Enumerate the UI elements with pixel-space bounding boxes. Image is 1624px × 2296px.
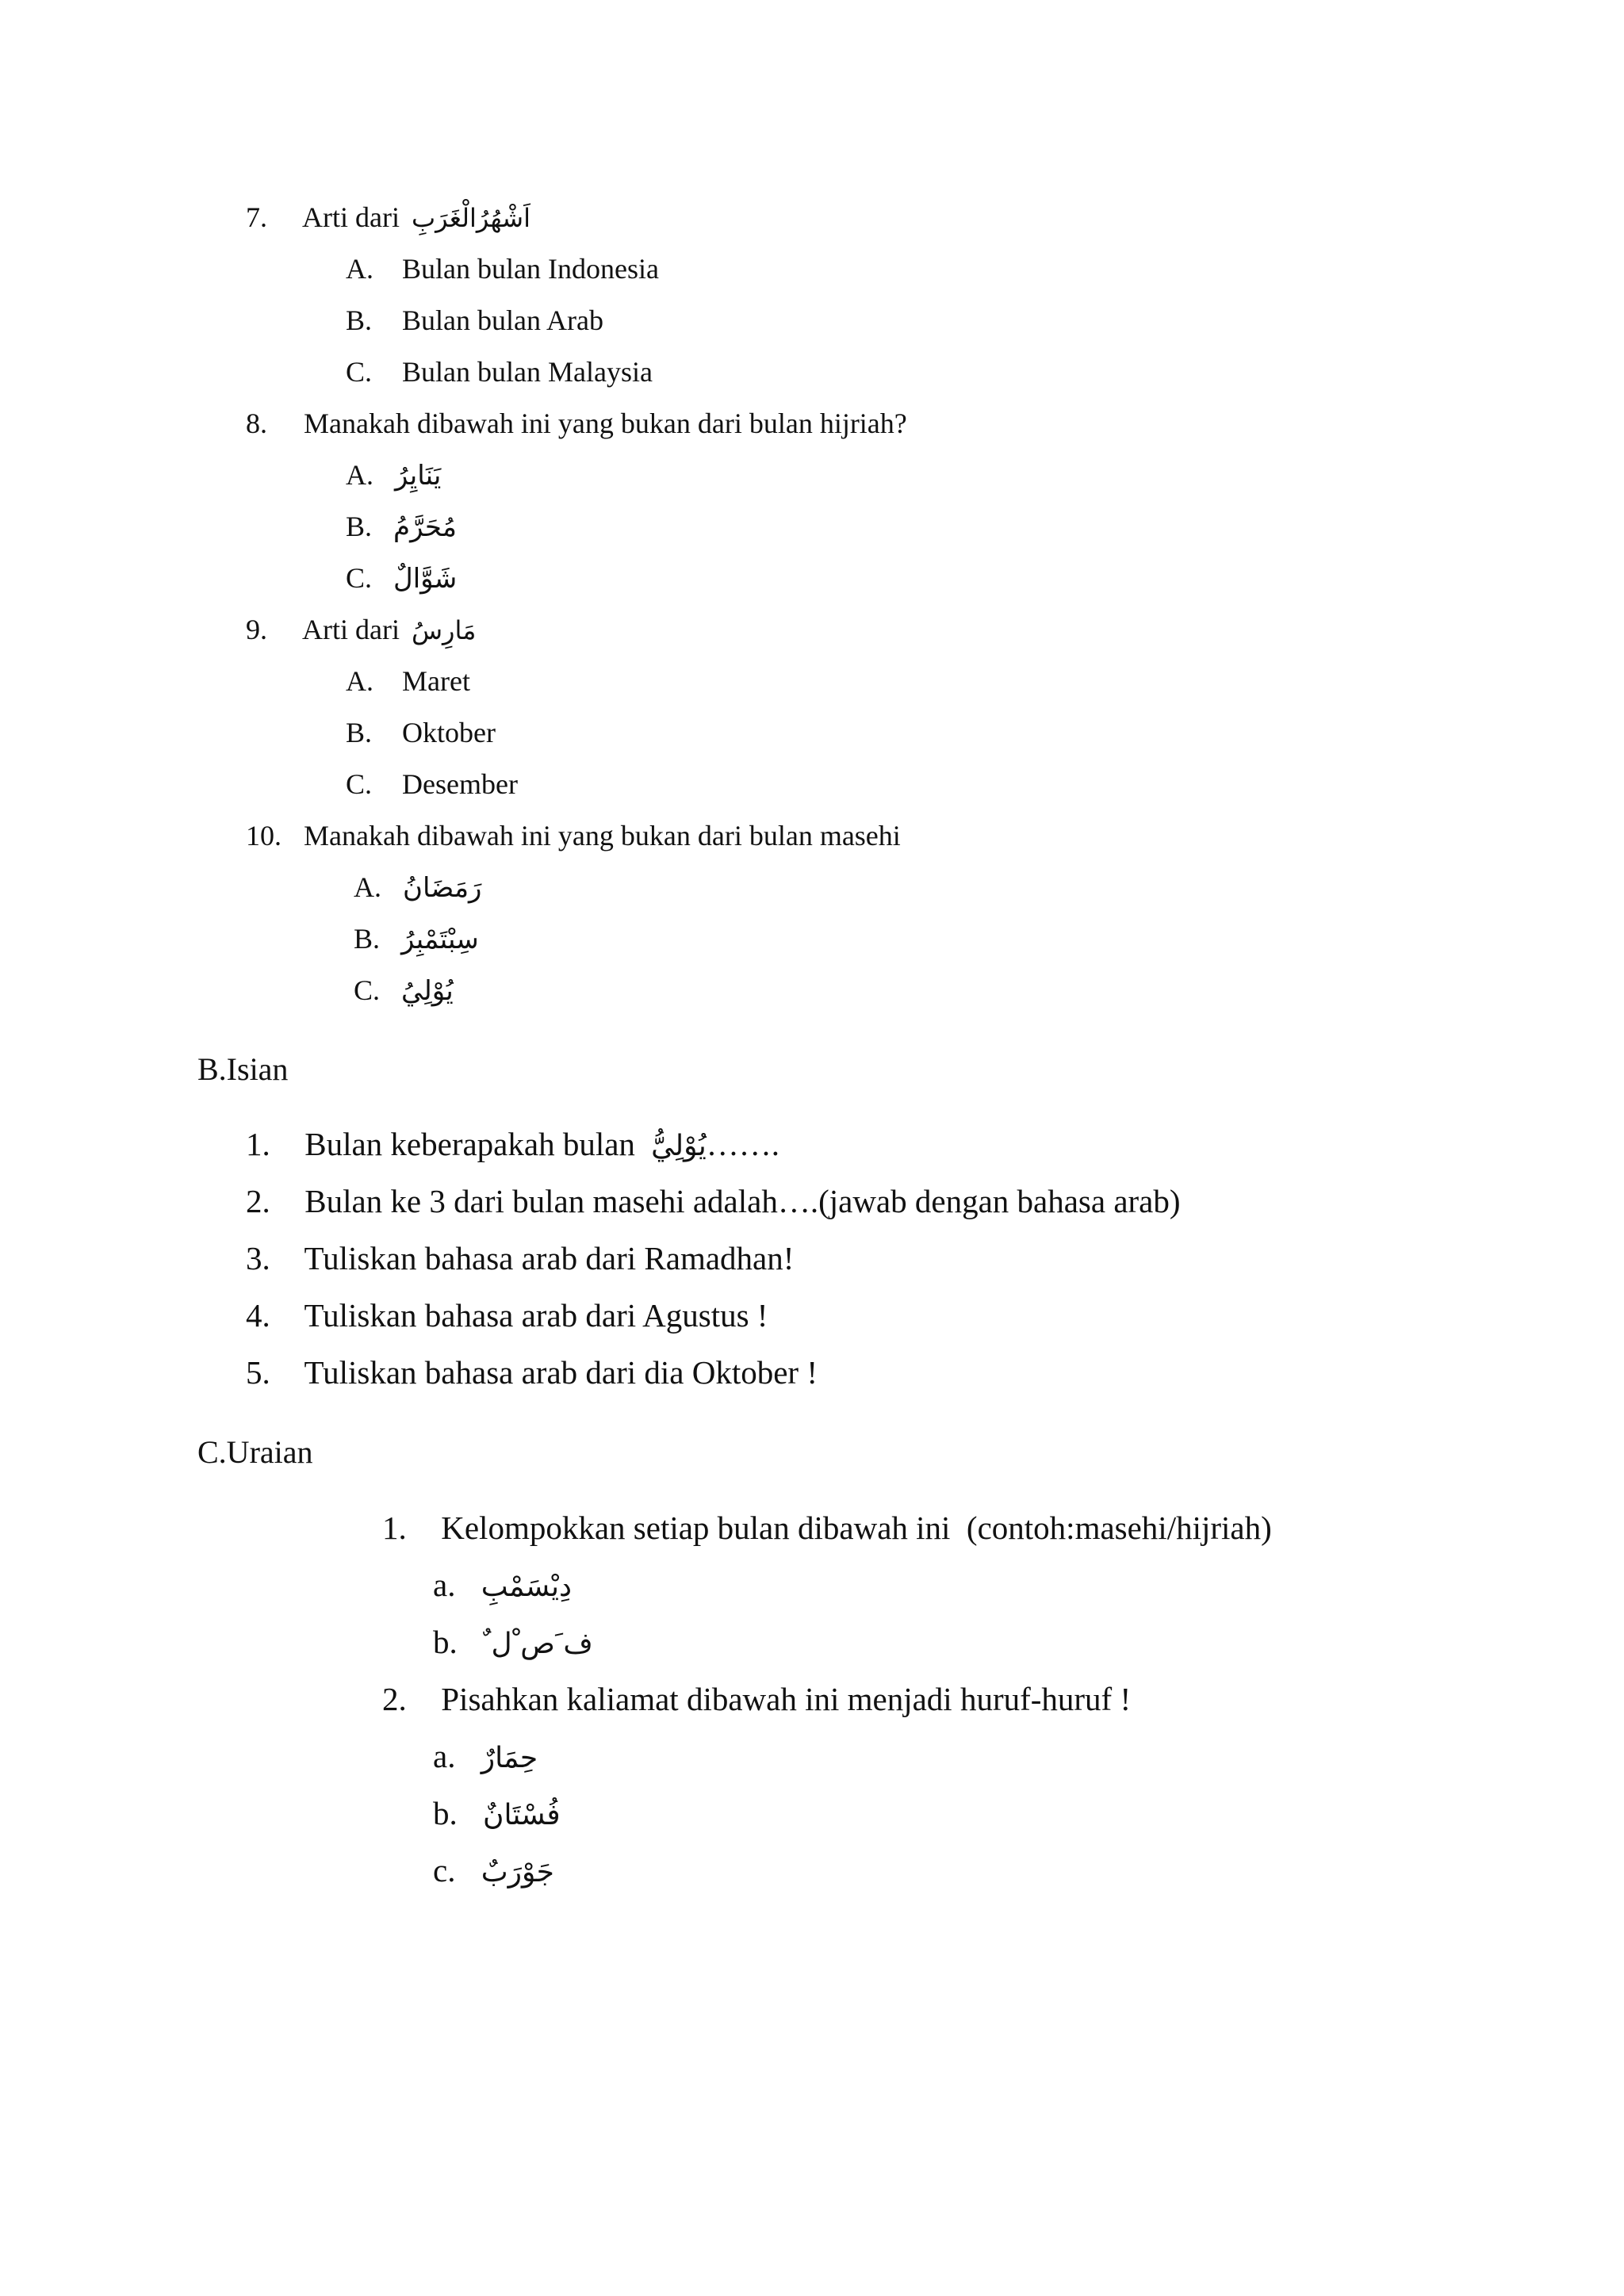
option-arabic: مُحَرَّمُ [393, 511, 457, 543]
option-arabic: رَمَضَانُ [403, 872, 482, 904]
option-letter: C. [346, 562, 373, 594]
question-9 [246, 615, 476, 644]
item-number: 2. [246, 1183, 270, 1219]
section-heading-isian: B.Isian [197, 1051, 289, 1087]
option-a [354, 871, 482, 904]
item-number: 1. [246, 1126, 270, 1162]
arabic-term: مَارِسُ [411, 615, 477, 645]
option-letter: A. [346, 459, 373, 491]
option-arabic: شَوَّالٌ [393, 563, 458, 595]
item-dots: ……. [706, 1126, 780, 1162]
sub-arabic: حِمَارٌ [481, 1742, 538, 1774]
option-arabic: يُوْلِيُ [401, 975, 454, 1007]
item-number: 5. [246, 1354, 270, 1391]
item-number: 2. [382, 1681, 407, 1717]
question-7 [246, 203, 530, 232]
option-letter: A. [346, 253, 373, 285]
uraian-item-2 [382, 1683, 1131, 1716]
option-a [346, 667, 470, 695]
option-text: Bulan bulan Arab [402, 304, 603, 336]
option-text: Maret [402, 665, 470, 697]
option-letter: C. [354, 974, 381, 1006]
item-text: Bulan keberapakah bulan [304, 1126, 635, 1162]
item-text: Tuliskan bahasa arab dari Agustus ! [304, 1297, 768, 1334]
option-text: Bulan bulan Indonesia [402, 253, 659, 285]
question-number: 7. [246, 201, 267, 233]
option-letter: C. [346, 768, 373, 800]
isian-item-3 [246, 1242, 794, 1275]
isian-item-5 [246, 1354, 818, 1391]
item-number: 4. [246, 1297, 270, 1334]
option-c [354, 974, 454, 1007]
question-8 [246, 409, 907, 438]
sub-letter: b. [433, 1624, 458, 1660]
option-letter: A. [346, 665, 373, 697]
option-text: Bulan bulan Malaysia [402, 356, 653, 388]
option-arabic: سِبْتَمْبِرُ [401, 924, 479, 955]
question-number: 10. [246, 820, 282, 851]
uraian-sub-a [433, 1740, 538, 1773]
sub-letter: b. [433, 1795, 458, 1831]
item-number: 1. [382, 1510, 407, 1546]
sub-letter: a. [433, 1738, 456, 1774]
sub-arabic: دِيْسَمْبِ [481, 1571, 573, 1603]
sub-arabic: فُسْتَانٌ [483, 1799, 561, 1831]
uraian-sub-b [433, 1626, 593, 1659]
arabic-term: يُوْلِيُّ [651, 1130, 707, 1162]
option-a [346, 254, 659, 283]
uraian-item-1 [382, 1512, 1272, 1544]
sub-arabic: جَوْرَبٌ [481, 1856, 554, 1888]
option-c [346, 562, 458, 595]
option-b [346, 718, 496, 747]
option-c [346, 358, 653, 386]
uraian-sub-c [433, 1854, 554, 1887]
sub-letter: a. [433, 1567, 456, 1603]
option-arabic: يَنَايِرُ [395, 460, 442, 492]
option-letter: B. [346, 717, 373, 748]
item-text: Tuliskan bahasa arab dari Ramadhan! [304, 1240, 795, 1276]
option-text: Desember [402, 768, 518, 800]
option-text: Oktober [402, 717, 496, 748]
isian-item-4 [246, 1299, 768, 1332]
section-heading-uraian: C.Uraian [197, 1434, 313, 1470]
uraian-sub-a [433, 1569, 572, 1601]
item-text: Pisahkan kaliamat dibawah ini menjadi huruf-huruf ! [441, 1681, 1132, 1717]
question-number: 8. [246, 408, 267, 439]
option-b [346, 512, 457, 541]
item-text: Tuliskan bahasa arab dari dia Oktober ! [304, 1354, 818, 1391]
arabic-term: اَشْهُرُالْغَرَبِ [411, 203, 530, 233]
option-a [346, 459, 442, 492]
isian-item-2 [246, 1185, 1181, 1218]
option-b [346, 306, 603, 335]
option-letter: A. [354, 871, 381, 903]
uraian-sub-b [433, 1797, 561, 1830]
item-text: Bulan ke 3 dari bulan masehi adalah….(jawab dengan bahasa arab) [304, 1183, 1181, 1219]
sub-arabic: ف َص ْل ٌ [483, 1628, 593, 1660]
question-text: Arti dari [302, 201, 400, 233]
option-letter: B. [346, 304, 373, 336]
option-letter: B. [346, 511, 373, 542]
item-number: 3. [246, 1240, 270, 1276]
isian-item-1 [246, 1128, 779, 1161]
question-number: 9. [246, 614, 267, 645]
option-letter: C. [346, 356, 373, 388]
sub-letter: c. [433, 1852, 456, 1888]
question-text: Manakah dibawah ini yang bukan dari bulan masehi [304, 820, 901, 851]
question-text: Arti dari [302, 614, 400, 645]
option-c [346, 770, 518, 798]
item-text: Kelompokkan setiap bulan dibawah ini (contoh:masehi/hijriah) [441, 1510, 1272, 1546]
option-b [354, 924, 479, 953]
question-10 [246, 821, 901, 850]
question-text: Manakah dibawah ini yang bukan dari bulan hijriah? [304, 408, 907, 439]
option-letter: B. [354, 923, 381, 955]
